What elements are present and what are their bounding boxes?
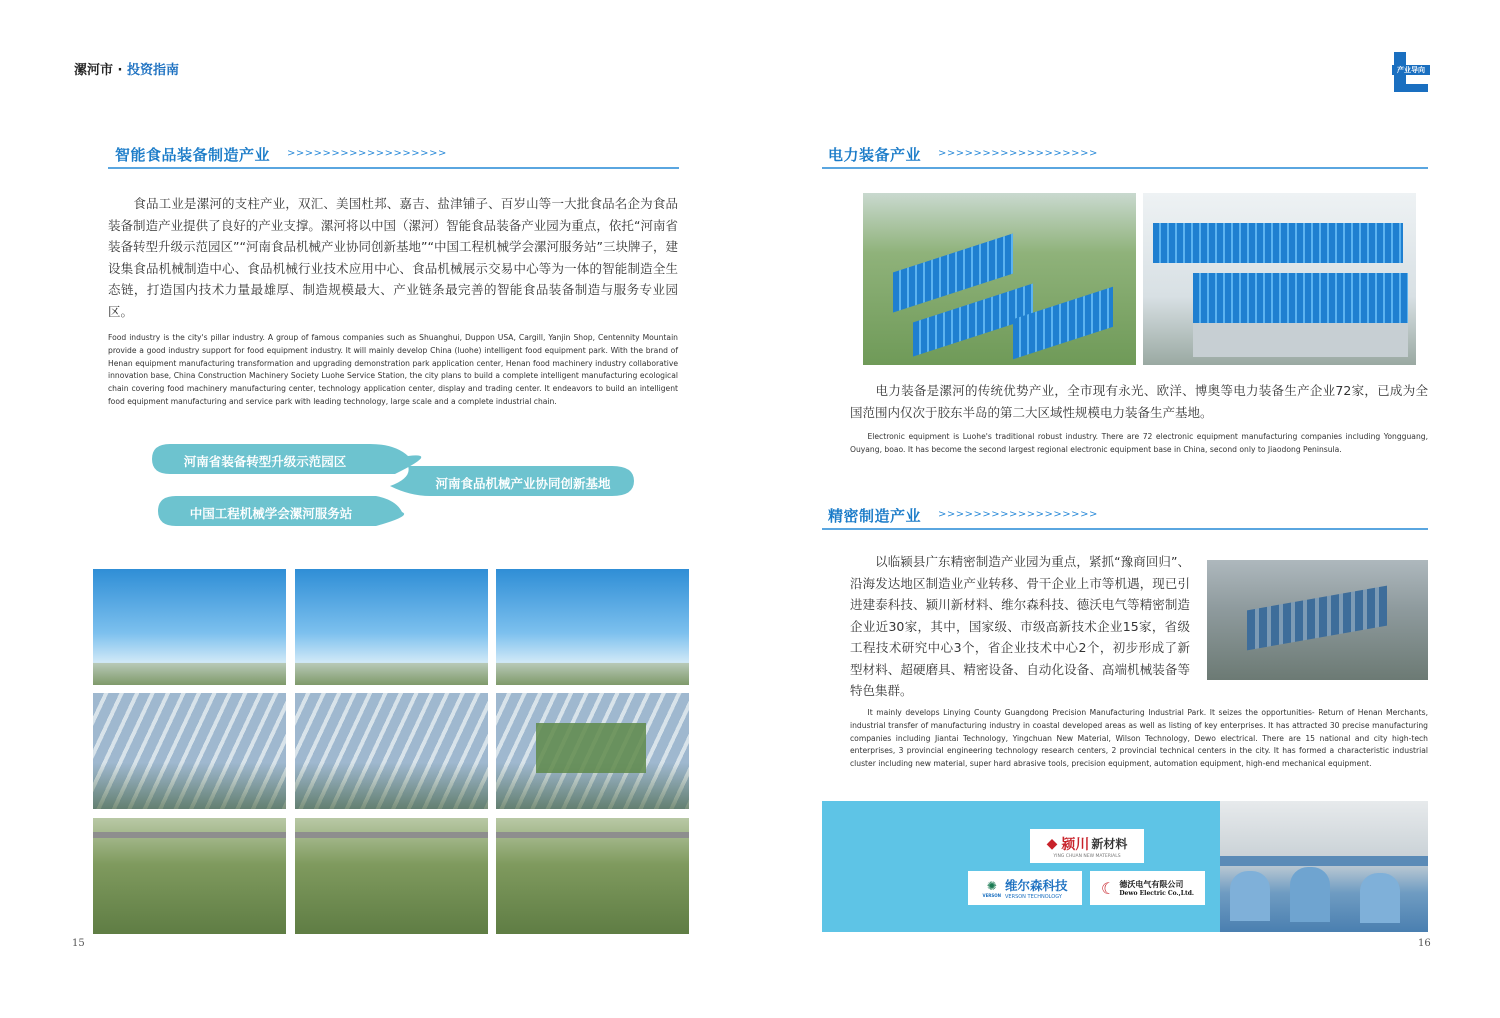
page-number-right: 16: [1418, 938, 1431, 949]
workshop-photo: [1220, 801, 1428, 932]
precision-mfg-arrows: >>>>>>>>>>>>>>>>>>: [938, 509, 1098, 520]
header-title: [74, 59, 179, 78]
dewo-logo: [1090, 871, 1205, 905]
yingchuan-logo: [1030, 829, 1144, 863]
food-equipment-arrows: >>>>>>>>>>>>>>>>>>: [287, 148, 447, 159]
bubble-demo-park: 河南省装备转型升级示范园区: [183, 454, 347, 469]
bubble-service-station: 中国工程机械学会漯河服务站: [189, 506, 353, 521]
park-factory-photo-3: [496, 693, 689, 809]
yingchuan-suffix: 新材料: [1091, 837, 1128, 851]
versen-en: VERSON TECHNOLOGY: [1005, 894, 1062, 900]
park-field-photo-2: [295, 818, 488, 934]
industry-guide-badge: [1392, 50, 1430, 94]
park-aerial-photo-3: [496, 569, 689, 685]
park-factory-photo-2: [295, 693, 488, 809]
header-dot: ·: [113, 63, 128, 78]
park-field-photo-3: [496, 818, 689, 934]
park-aerial-photo-1: [93, 569, 286, 685]
power-equipment-divider: [822, 167, 1428, 169]
company-logo-panel: [822, 801, 1220, 932]
power-park-render-1: [863, 193, 1136, 365]
yingchuan-en: YING CHUAN NEW MATERIALS: [1053, 853, 1121, 859]
power-park-render-2: [1143, 193, 1416, 365]
power-equipment-title: 电力装备产业: [828, 146, 922, 164]
dewo-name: 德沃电气有限公司: [1119, 879, 1184, 889]
food-equipment-title: 智能食品装备制造产业: [115, 146, 271, 164]
power-equipment-cn-text: 电力装备是漯河的传统优势产业，全市现有永光、欧洋、博奥等电力装备生产企业72家，已成为全国范围内仅次于胶东半岛的第二大区域性规模电力装备生产基地。: [850, 383, 1428, 420]
header-city: 漯河市: [74, 63, 114, 78]
park-field-photo-1: [93, 818, 286, 934]
park-factory-photo-1: [93, 693, 286, 809]
versen-name: 维尔森科技: [1005, 878, 1068, 893]
food-equipment-divider: [108, 167, 679, 169]
park-aerial-photo-2: [295, 569, 488, 685]
power-equipment-en-text: Electronic equipment is Luohe's traditional robust industry. There are 72 electronic equipment manufacturing companies including Yongguang, Ouyang, boao. It has become the second largest regional electronic equipment base in China, second only to Jiaodong Peninsula.: [850, 432, 1428, 454]
power-equipment-arrows: >>>>>>>>>>>>>>>>>>: [938, 148, 1098, 159]
dewo-en: Dewo Electric Co.,Ltd.: [1119, 890, 1195, 897]
precision-mfg-cn-text: 以临颍县广东精密制造产业园为重点，紧抓“豫商回归”、沿海发达地区制造业产业转移、骨干企业上市等机遇，现已引进建泰科技、颍川新材料、维尔森科技、德沃电气等精密制造企业近30家，其中，国家级、市级高新技术企业15家，省级工程技术研究中心3个，省企业技术中心2个，初步形成了新型材料、超硬磨具、精密设备、自动化设备、高端机械装备等特色集群。: [850, 554, 1190, 698]
versen-logo: [968, 871, 1082, 905]
dewo-mark-icon: ☾: [1100, 878, 1116, 898]
precision-mfg-title: 精密制造产业: [828, 507, 922, 525]
bubble-innovation-base: 河南食品机械产业协同创新基地: [435, 476, 611, 491]
precision-mfg-en-text: It mainly develops Linying County Guangdong Precision Manufacturing Industrial Park. It seizes the opportunities- Return of Henan Merchants, industrial transfer of manufacturing industry in coastal developed areas as well as listing of key enterprises. It has attracted 30 precise manufacturing companies including Jiantai Technology, Yingchuan New Material, Wilson Technology, Dewo electrical. There are 15 national and city high-tech enterprises, 3 provincial engineering technology research centers, 2 provincial technical centers in the city. It has formed a characteristic industrial cluster including new material, super hard abrasive tools, precision equipment, automation equipment, high-end mechanical equipment.: [850, 708, 1428, 769]
header-guide: 投资指南: [127, 63, 180, 78]
yingchuan-name: 颍川: [1061, 836, 1090, 853]
versen-mark: VERSON: [982, 892, 1002, 898]
food-equipment-en-text: Food industry is the city's pillar industry. A group of famous companies such as Shuanghui, Duppon USA, Cargill, Yanjin Shop, Centennity Mountain provide a good industry support for food equipment industry. It will mainly develop China (luohe) intelligent food equipment park. With the brand of Henan equipment manufacturing transformation and upgrading demonstration park application center, Henan food machinery industry collaborative innovation base, China Construction Machinery Society Luohe Service Station, the city plans to build a complete intelligent manufacturing ecological chain covering food machinery manufacturing center, technology application center, display and trading center. It endeavors to build an intelligent food equipment manufacturing and service park with leading technology, large scale and a complete industrial chain.: [108, 333, 678, 406]
precision-mfg-divider: [822, 528, 1428, 530]
page-number-left: 15: [72, 938, 85, 949]
versen-mark-icon: ✺: [986, 878, 997, 893]
food-equipment-cn-text: 食品工业是漯河的支柱产业，双汇、美国杜邦、嘉吉、盐津铺子、百岁山等一大批食品名企为食品装备制造产业提供了良好的产业支撑。漯河将以中国（漯河）智能食品装备产业园为重点，依托“河南省装备转型升级示范园区”“河南食品机械产业协同创新基地”“中国工程机械学会漯河服务站”三块牌子，建设集食品机械制造中心、食品机械行业技术应用中心、食品机械展示交易中心等为一体的智能制造全生态链，打造国内技术力量最雄厚、制造规模最大、产业链条最完善的智能食品装备制造与服务专业园区。: [108, 196, 678, 319]
yingchuan-mark-icon: ◆: [1046, 835, 1058, 852]
badge-text: 产业导向: [1392, 65, 1430, 75]
precision-park-aerial-photo: [1207, 560, 1428, 680]
